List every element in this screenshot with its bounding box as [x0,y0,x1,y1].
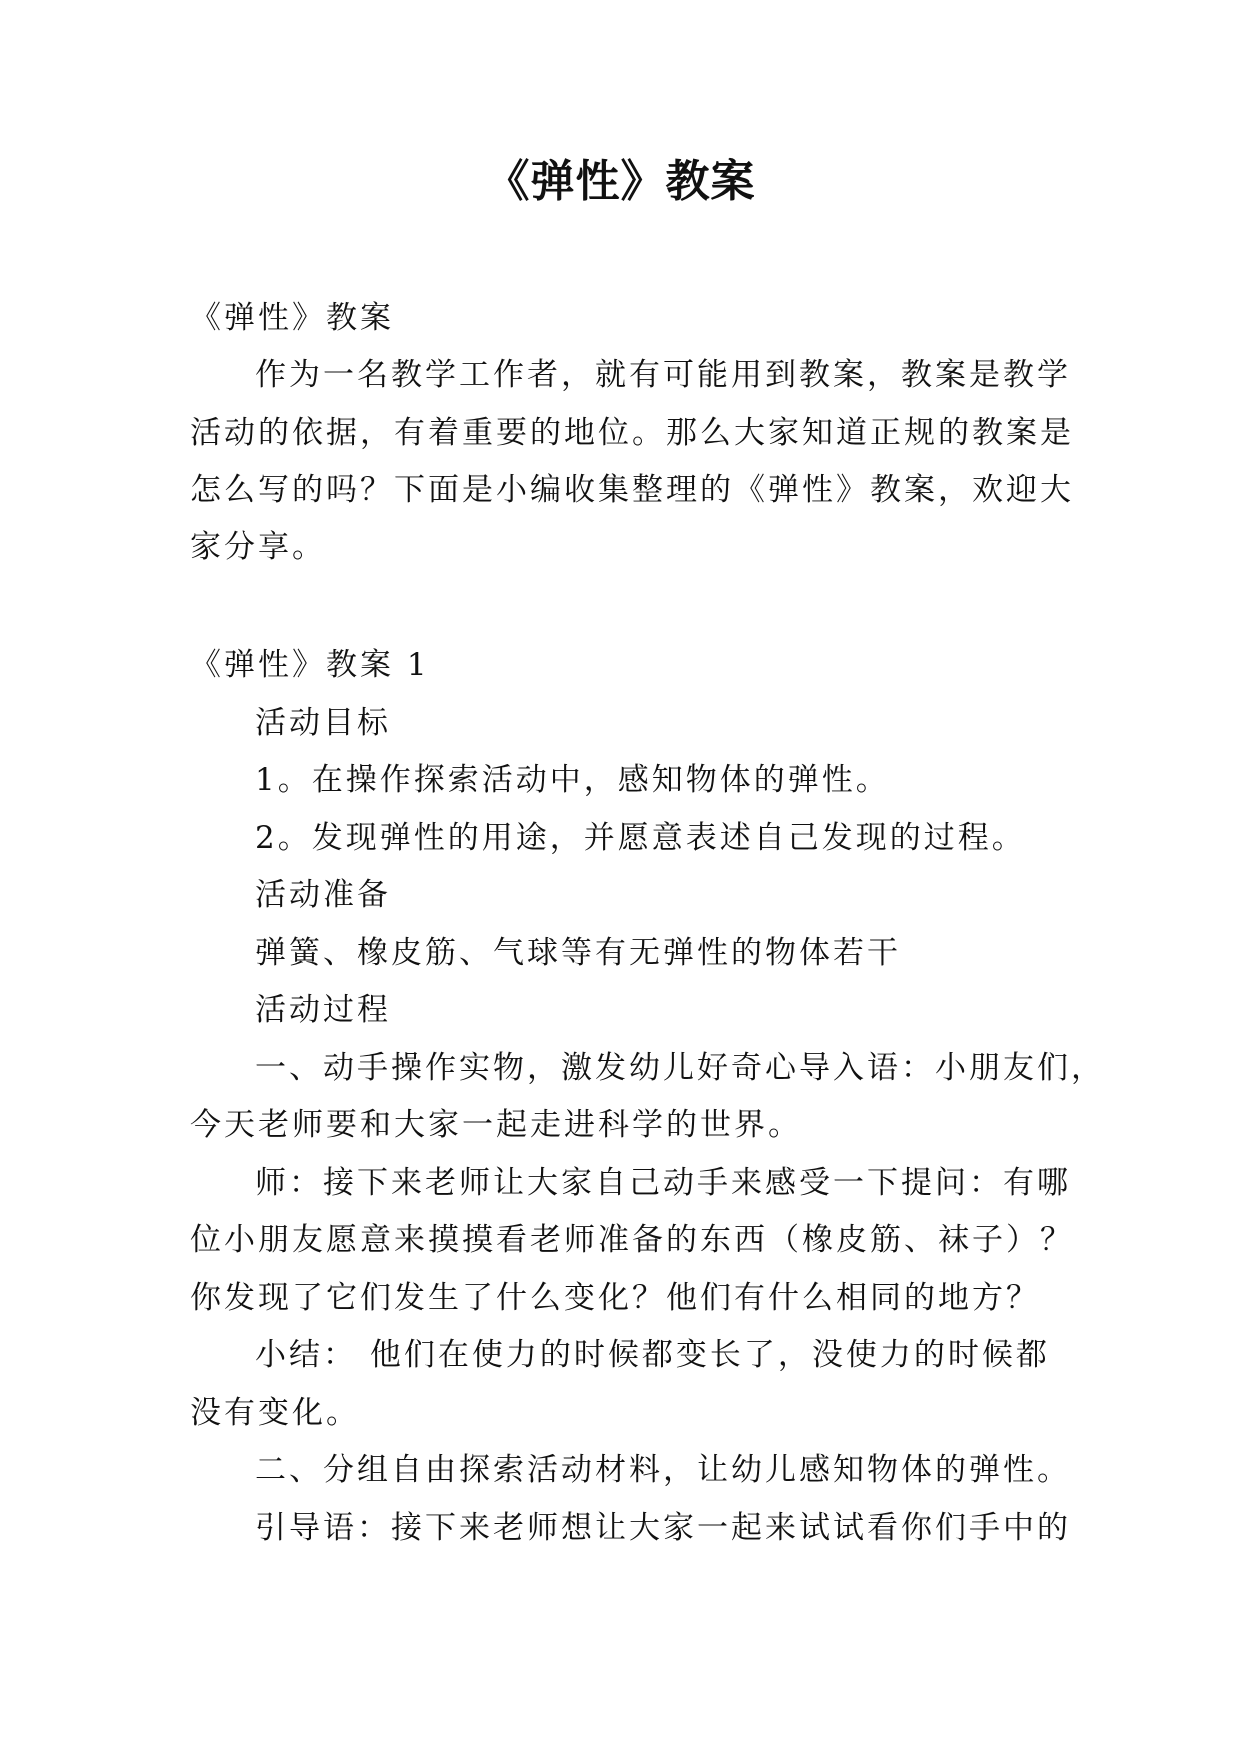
goal-heading: 活动目标 [255,705,391,741]
summary-line: 没有变化。 [190,1395,360,1431]
summary-line: 小结： 他们在使力的时候都变长了，没使力的时候都 [255,1337,1050,1373]
teacher-line: 位小朋友愿意来摸摸看老师准备的东西（橡皮筋、袜子）？ [190,1222,1074,1258]
step1-line: 今天老师要和大家一起走进科学的世界。 [190,1107,802,1143]
document-subtitle: 《弹性》教案 [190,300,394,336]
document-title: 《弹性》教案 [485,156,756,207]
intro-line: 怎么写的吗？下面是小编收集整理的《弹性》教案，欢迎大 [190,472,1074,508]
step1-line: 一、动手操作实物，激发幼儿好奇心导入语：小朋友们， [255,1050,1105,1086]
goal-item: 2。发现弹性的用途，并愿意表述自己发现的过程。 [255,820,1026,856]
intro-line: 活动的依据，有着重要的地位。那么大家知道正规的教案是 [190,415,1074,451]
intro-line: 作为一名教学工作者，就有可能用到教案，教案是教学 [255,357,1071,393]
prep-text: 弹簧、橡皮筋、气球等有无弹性的物体若干 [255,935,901,971]
teacher-line: 你发现了它们发生了什么变化？他们有什么相同的地方？ [190,1280,1040,1316]
step2-line: 二、分组自由探索活动材料，让幼儿感知物体的弹性。 [255,1452,1071,1488]
intro-line: 家分享。 [190,529,326,565]
guide-line: 引导语：接下来老师想让大家一起来试试看你们手中的 [255,1510,1071,1546]
prep-heading: 活动准备 [255,877,391,913]
process-heading: 活动过程 [255,992,391,1028]
section-heading: 《弹性》教案 1 [190,647,430,683]
goal-item: 1。在操作探索活动中，感知物体的弹性。 [255,762,890,798]
teacher-line: 师：接下来老师让大家自己动手来感受一下提问：有哪 [255,1165,1071,1201]
